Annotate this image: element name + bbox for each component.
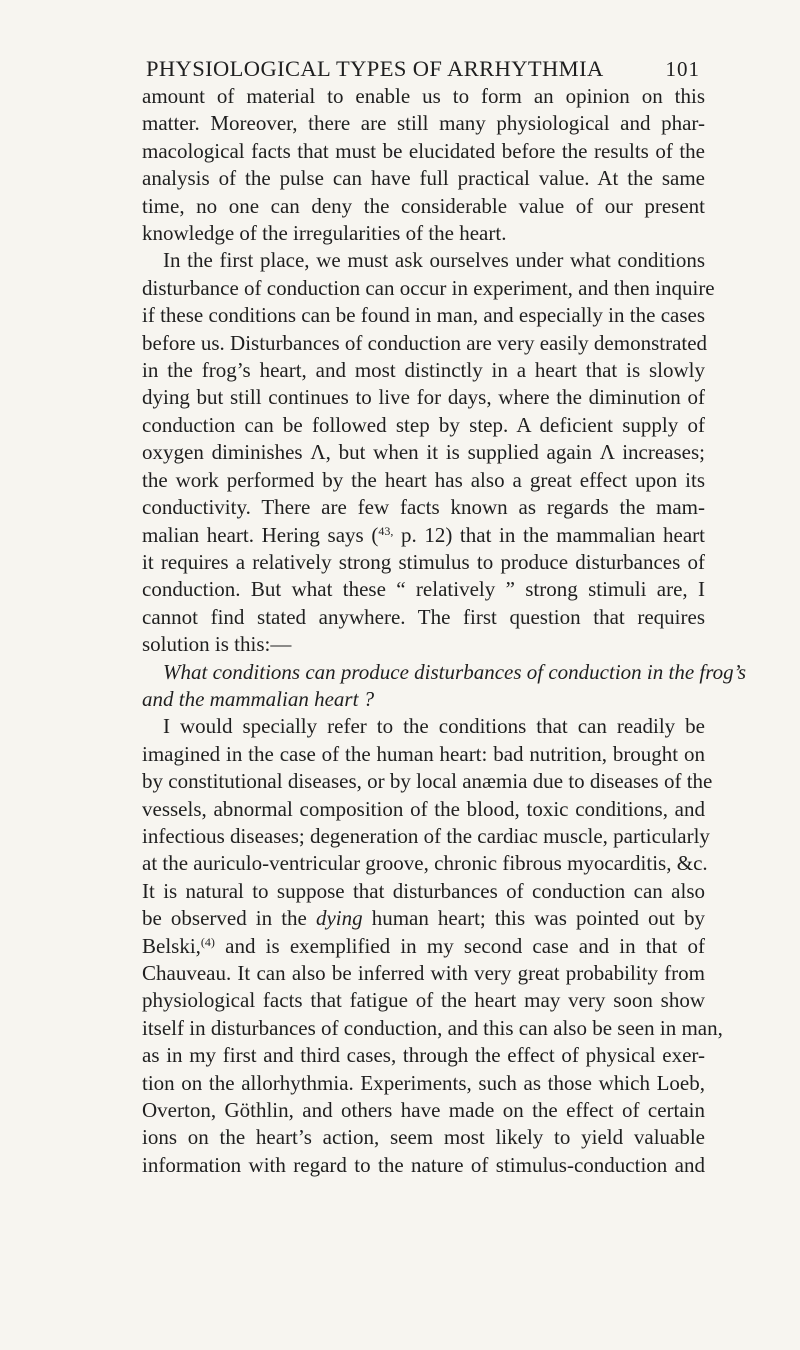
text-line: the work performed by the heart has also a great effect upon its (142, 467, 705, 492)
text-line: in the frog’s heart, and most distinctly in a heart that is slowly (142, 358, 705, 383)
text-line: dying but still continues to live for days, where the diminution of (142, 385, 705, 410)
text-line: disturbance of conduction can occur in experiment, and then inquire (142, 275, 715, 300)
text-line: tion on the allorhythmia. Experiments, such as those which Loeb, (142, 1070, 705, 1095)
citation-superscript: 43, (378, 523, 394, 538)
text-line: at the auriculo-ventricular groove, chronic fibrous myocarditis, &c. (142, 851, 708, 876)
text-line: Chauveau. It can also be inferred with very great probability from (142, 961, 705, 985)
text-line: conduction can be followed step by step. A deficient supply of (142, 412, 705, 437)
text-run: Belski, (142, 933, 201, 958)
text-line: amount of material to enable us to form an opinion on this (142, 84, 705, 108)
text-line: it requires a relatively strong stimulus to produce disturbances of (142, 549, 705, 574)
text-line: by constitutional diseases, or by local anæmia due to diseases of the (142, 769, 713, 794)
text-line: if these conditions can be found in man, and especially in the cases (142, 303, 705, 328)
text-run: p. 12) that in the mammalian heart (393, 522, 705, 547)
text-line: time, no one can deny the considerable value of our present (142, 193, 705, 218)
text-run: be observed in the (142, 906, 316, 931)
text-line: It is natural to suppose that disturbances of conduction can also (142, 878, 705, 903)
text-line (142, 933, 705, 960)
italic-question-line: and the mammalian heart ? (142, 686, 375, 711)
italic-word: dying (315, 906, 363, 931)
text-line: In the first place, we must ask ourselves under what conditions (163, 248, 705, 273)
text-line: as in my first and third cases, through the effect of physical exer- (142, 1043, 705, 1068)
text-line: vessels, abnormal composition of the blood, toxic conditions, and (142, 796, 705, 821)
text-line: physiological facts that fatigue of the heart may very soon show (142, 988, 705, 1013)
body-text (142, 83, 747, 1179)
text-line: analysis of the pulse can have full practical value. At the same (142, 166, 705, 191)
text-line: infectious diseases; degeneration of the cardiac muscle, particularly (142, 823, 710, 848)
text-line (142, 522, 705, 549)
text-run: malian heart. Hering says ( (142, 522, 379, 547)
running-title: PHYSIOLOGICAL TYPES OF ARRHYTHMIA (146, 56, 604, 81)
running-head (130, 52, 700, 86)
text-line: knowledge of the irregularities of the heart. (142, 221, 507, 246)
page-number: 101 (665, 57, 700, 81)
text-line: macological facts that must be elucidated before the results of the (142, 138, 705, 163)
text-line: I would specially refer to the conditions that can readily be (163, 714, 705, 739)
text-line: ions on the heart’s action, seem most likely to yield valuable (142, 1125, 705, 1150)
text-line: oxygen diminishes Λ, but when it is supplied again Λ increases; (142, 440, 705, 465)
text-line: imagined in the case of the human heart: bad nutrition, brought on (142, 741, 705, 766)
text-line: before us. Disturbances of conduction are very easily demonstrated (142, 330, 708, 355)
text-line: conductivity. There are few facts known as regards the mam- (142, 495, 705, 520)
citation-superscript: (4) (200, 934, 215, 949)
text-line: information with regard to the nature of stimulus-conduction and (142, 1152, 705, 1177)
text-line: cannot find stated anywhere. The first question that requires (142, 604, 705, 629)
text-line (142, 905, 705, 932)
italic-question-line: What conditions can produce disturbances of conduction in the frog’s (163, 659, 747, 684)
text-line: Overton, Göthlin, and others have made on the effect of certain (142, 1098, 705, 1123)
text-line: itself in disturbances of conduction, and this can also be seen in man, (142, 1015, 723, 1040)
text-line: solution is this:— (142, 632, 292, 657)
text-line: matter. Moreover, there are still many physiological and phar- (142, 111, 705, 136)
text-run: and is exemplified in my second case and in that of (214, 933, 705, 958)
text-run: human heart; this was pointed out by (362, 906, 705, 931)
text-line: conduction. But what these “ relatively ” strong stimuli are, I (142, 577, 705, 602)
